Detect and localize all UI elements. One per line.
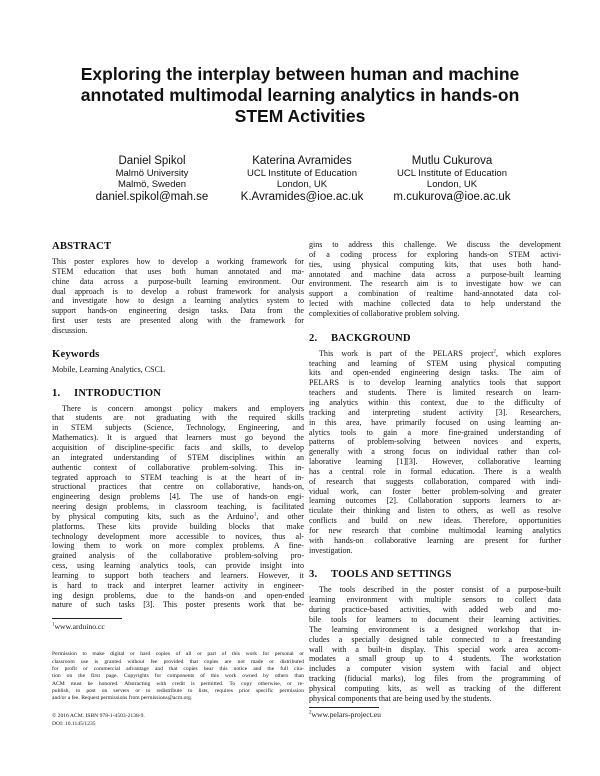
footnote-2 [309,710,561,719]
background-line-text: This work is part of the PELARS project [319,348,494,358]
intro-line: tegrated approach to STEM teaching is at the heart of in- [52,472,304,482]
paper-title [40,64,560,127]
text-line: generally with a strong focus on individual rather than col- [309,447,561,457]
tools-number: 3. [309,569,318,581]
text-line: includes a computer vision system with facial and object [309,664,561,674]
text-line: The learning environment is a designed workshop that in- [309,624,561,634]
text-line: Permission to make digital or hard copies of all or part of this work for personal or [52,651,304,658]
text-line: tracking and interpreting student activity [3]. Researchers, [309,407,561,417]
intro-line: Mathematics). It is argued that learners must go beyond the [52,433,304,443]
background-heading [309,332,561,345]
author-email[interactable]: daniel.spikol@mah.se [95,191,209,203]
intro-line-text: by physical computing kits, such as the Arduino [52,511,254,521]
text-line: learning environment with multiple sensors to collect data [309,595,561,605]
intro-line: lowing them to work on more complex problems. A fine- [52,541,304,551]
intro-continuation [309,240,561,319]
text-line: tracking (fiducial marks), log files from the programming of [309,674,561,684]
intro-line-arduino [52,512,304,522]
permission-notice [52,651,304,702]
text-line: kits and open-ended engineering design tasks. The aim of [309,368,561,378]
text-line: discussion. [52,325,88,335]
text-line: PELARS is to develop learning analytics tools that support [309,378,561,388]
text-line: annotated and machine data across a purpose-built learning [309,269,561,279]
abstract-body [52,257,304,336]
text-line: gins to address this challenge. We discuss the development [309,240,561,249]
intro-line: that students are not graduating with the required skills [52,413,304,423]
intro-line: engineering design problems [4]. The use of hands-on engi- [52,492,304,502]
text-line: ticulate their thinking and listen to others, as well as resolve [309,506,561,516]
intro-body [52,404,304,611]
text-line: complexities of collaborative problem solving. [309,308,460,318]
text-line: first user tests are presented along with the framework for [52,316,304,326]
intro-line: technology development more accessible to novices, thus al- [52,531,304,541]
intro-line: cess, using learning analytics tools, can provide insight into [52,561,304,571]
title-line-2: annotated multimodal learning analytics in hands-on [80,85,520,105]
text-line: publish, to post on servers or to redistribute to lists, requires prior specific permission [52,687,304,694]
intro-line: authentic context of collaborative problem-solving. This in- [52,462,304,472]
footnote-url[interactable]: www.pelars-project.eu [311,709,382,719]
title-line-1: Exploring the interplay between human and machine [80,64,520,84]
intro-line: structional practices that centre on collaborative, hands-on, [52,482,304,492]
intro-line: ing design problems, due to the hands-on and open-ended [52,590,304,600]
intro-line: an integrated understanding of STEM disciplines within an [52,452,304,462]
author-affiliation: Malmö University [115,168,189,179]
tools-body [309,585,561,703]
text-line: classroom use is granted without fee provided that copies are not made or distributed [52,658,304,665]
intro-line: grained analysis of the collaborative problem-solving pro- [52,551,304,561]
keywords-text: Mobile, Learning Analytics, CSCL [52,364,165,374]
doi-line: DOI: 10.1145/1235 [52,720,96,727]
intro-line: in STEM subjects (Science, Technology, Engineering, and [52,423,304,433]
intro-line: platforms. These kits provide building blocks that make [52,521,304,531]
author-location: Malmö, Sweden [117,179,187,190]
author-affiliation: UCL Institute of Education [396,168,507,179]
text-line: investigation. [309,545,353,555]
intro-heading [52,387,304,400]
text-line: of research that suggests collaboration, compared with indi- [309,476,561,486]
text-line: learning outcomes [2]. Collaboration supports learners to ar- [309,496,561,506]
text-line: ties, using physical computing kits, that uses both hand- [309,259,561,269]
text-line: for new research that combine multimodal learning analytics [309,525,561,535]
abstract-heading: ABSTRACT [52,241,112,252]
tools-heading [309,568,561,581]
text-line: dual approach is to develop a robust framework for analysis [52,286,304,296]
author-name: Katerina Avramides [252,155,352,167]
background-number: 2. [309,332,318,344]
intro-title: INTRODUCTION [74,387,162,399]
text-line: has a central role in formal education. There is a wealth [309,466,561,476]
tools-title: TOOLS AND SETTINGS [331,569,452,581]
author-email[interactable]: m.cukurova@ioe.ac.uk [393,191,511,203]
author-email[interactable]: K.Avramides@ioe.ac.uk [240,191,364,203]
intro-line: learning to support both teachers and learners. However, it [52,570,304,580]
footnote-1 [52,622,304,631]
text-line: tion on the first page. Copyrights for components of this work owned by others than [52,673,304,680]
intro-line-tail: , and other [256,511,304,521]
text-line: The tools described in the poster consist of a purpose-built [319,585,561,595]
text-line: physical components that are being used by the students. [309,693,492,703]
author-block-3 [362,154,542,204]
text-line: in this area, have primarily focused on using learning an- [309,417,561,427]
text-line: during practice-based activities, with added web and mo- [309,605,561,615]
author-location: London, UK [426,179,478,190]
copyright-line: © 2016 ACM. ISBN 978-1-4503-2138-9. [52,713,145,720]
author-affiliation: UCL Institute of Education [246,168,357,179]
keywords-heading: Keywords [52,348,100,360]
text-line: teaching and learning of STEM using physical computing [309,358,561,368]
intro-line: acquisition of discipline-specific facts and skills, to develop [52,442,304,452]
intro-line: There is concern amongst policy makers and employers [62,403,304,413]
right-column [309,240,561,719]
text-line: support hands-on engineering design tasks. Data from the [52,306,304,316]
text-line: physical computing kits, as well as tracking of the different [309,683,561,693]
text-line: laborative learning [1][3]. However, collaborative learning [309,457,561,467]
text-line: of a coding process for exploring hands-on STEM activi- [309,249,561,259]
text-line: STEM education that uses both human annotated and ma- [52,266,304,276]
intro-line: nature of such tasks [3]. This poster presents work that be- [52,600,304,610]
left-column [52,240,304,728]
background-body [309,359,561,556]
text-line: ing analytics within this context, due to the difficulty of [309,397,561,407]
text-line: modates a small group up to 4 students. The workstation [309,654,561,664]
text-line: wall with a built-in display. This special work area accom- [309,644,561,654]
background-first-line [309,349,561,359]
author-name: Daniel Spikol [118,155,186,167]
footnote-url[interactable]: www.arduino.cc [54,622,105,632]
text-line: alytics tools to gain a more fine-grained understanding of [309,427,561,437]
intro-number: 1. [52,387,61,399]
text-line: environment. The research aim is to investigate how we can [309,279,561,289]
background-title: BACKGROUND [331,332,411,344]
background-line-tail: , which explores [495,348,561,358]
footnote-mark: 1 [52,622,55,628]
text-line: lected with machine collected data to help understand the [309,299,561,309]
text-line: vidual work, can foster better problem-solving and greater [309,486,561,496]
text-line: with hands-on collaborative learning are present for further [309,535,561,545]
intro-line: neering design problems, in classroom teaching, is facilitated [52,502,304,512]
text-line: and investigate how to design a learning analytics system to [52,296,304,306]
footnote-mark[interactable]: 2 [493,349,496,355]
text-line: teachers and students. There is limited research on learn- [309,388,561,398]
title-line-3: STEM Activities [234,106,366,126]
text-line: chine data across a purpose-built learning environment. Our [52,276,304,286]
text-line: This poster explores how to develop a working framework for [52,257,304,266]
text-line: patterns of problem-solving between novices and experts, [309,437,561,447]
text-line: and/or a fee. Request permissions from permissions@acm.org. [52,695,193,702]
text-line: ACM must be honored. Abstracting with credit is permitted. To copy otherwise, or re- [52,680,304,687]
text-line: support a combination of realtime hand-annotated data col- [309,289,561,299]
author-location: London, UK [276,179,328,190]
author-name: Mutlu Cukurova [411,155,493,167]
text-line: bile tools for learners to document their learning activities. [309,615,561,624]
footnote-mark[interactable]: 1 [253,512,257,518]
text-line: conflicts and build on new ideas. Therefore, opportunities [309,516,561,526]
text-line: for profit or commercial advantage and that copies bear this notice and the full cita- [52,665,304,672]
intro-line: is hard to track and interpret learner activity in engineer- [52,580,304,590]
text-line: cludes a specially designed table connected to a freestanding [309,634,561,644]
footnote-mark: 2 [309,710,312,716]
